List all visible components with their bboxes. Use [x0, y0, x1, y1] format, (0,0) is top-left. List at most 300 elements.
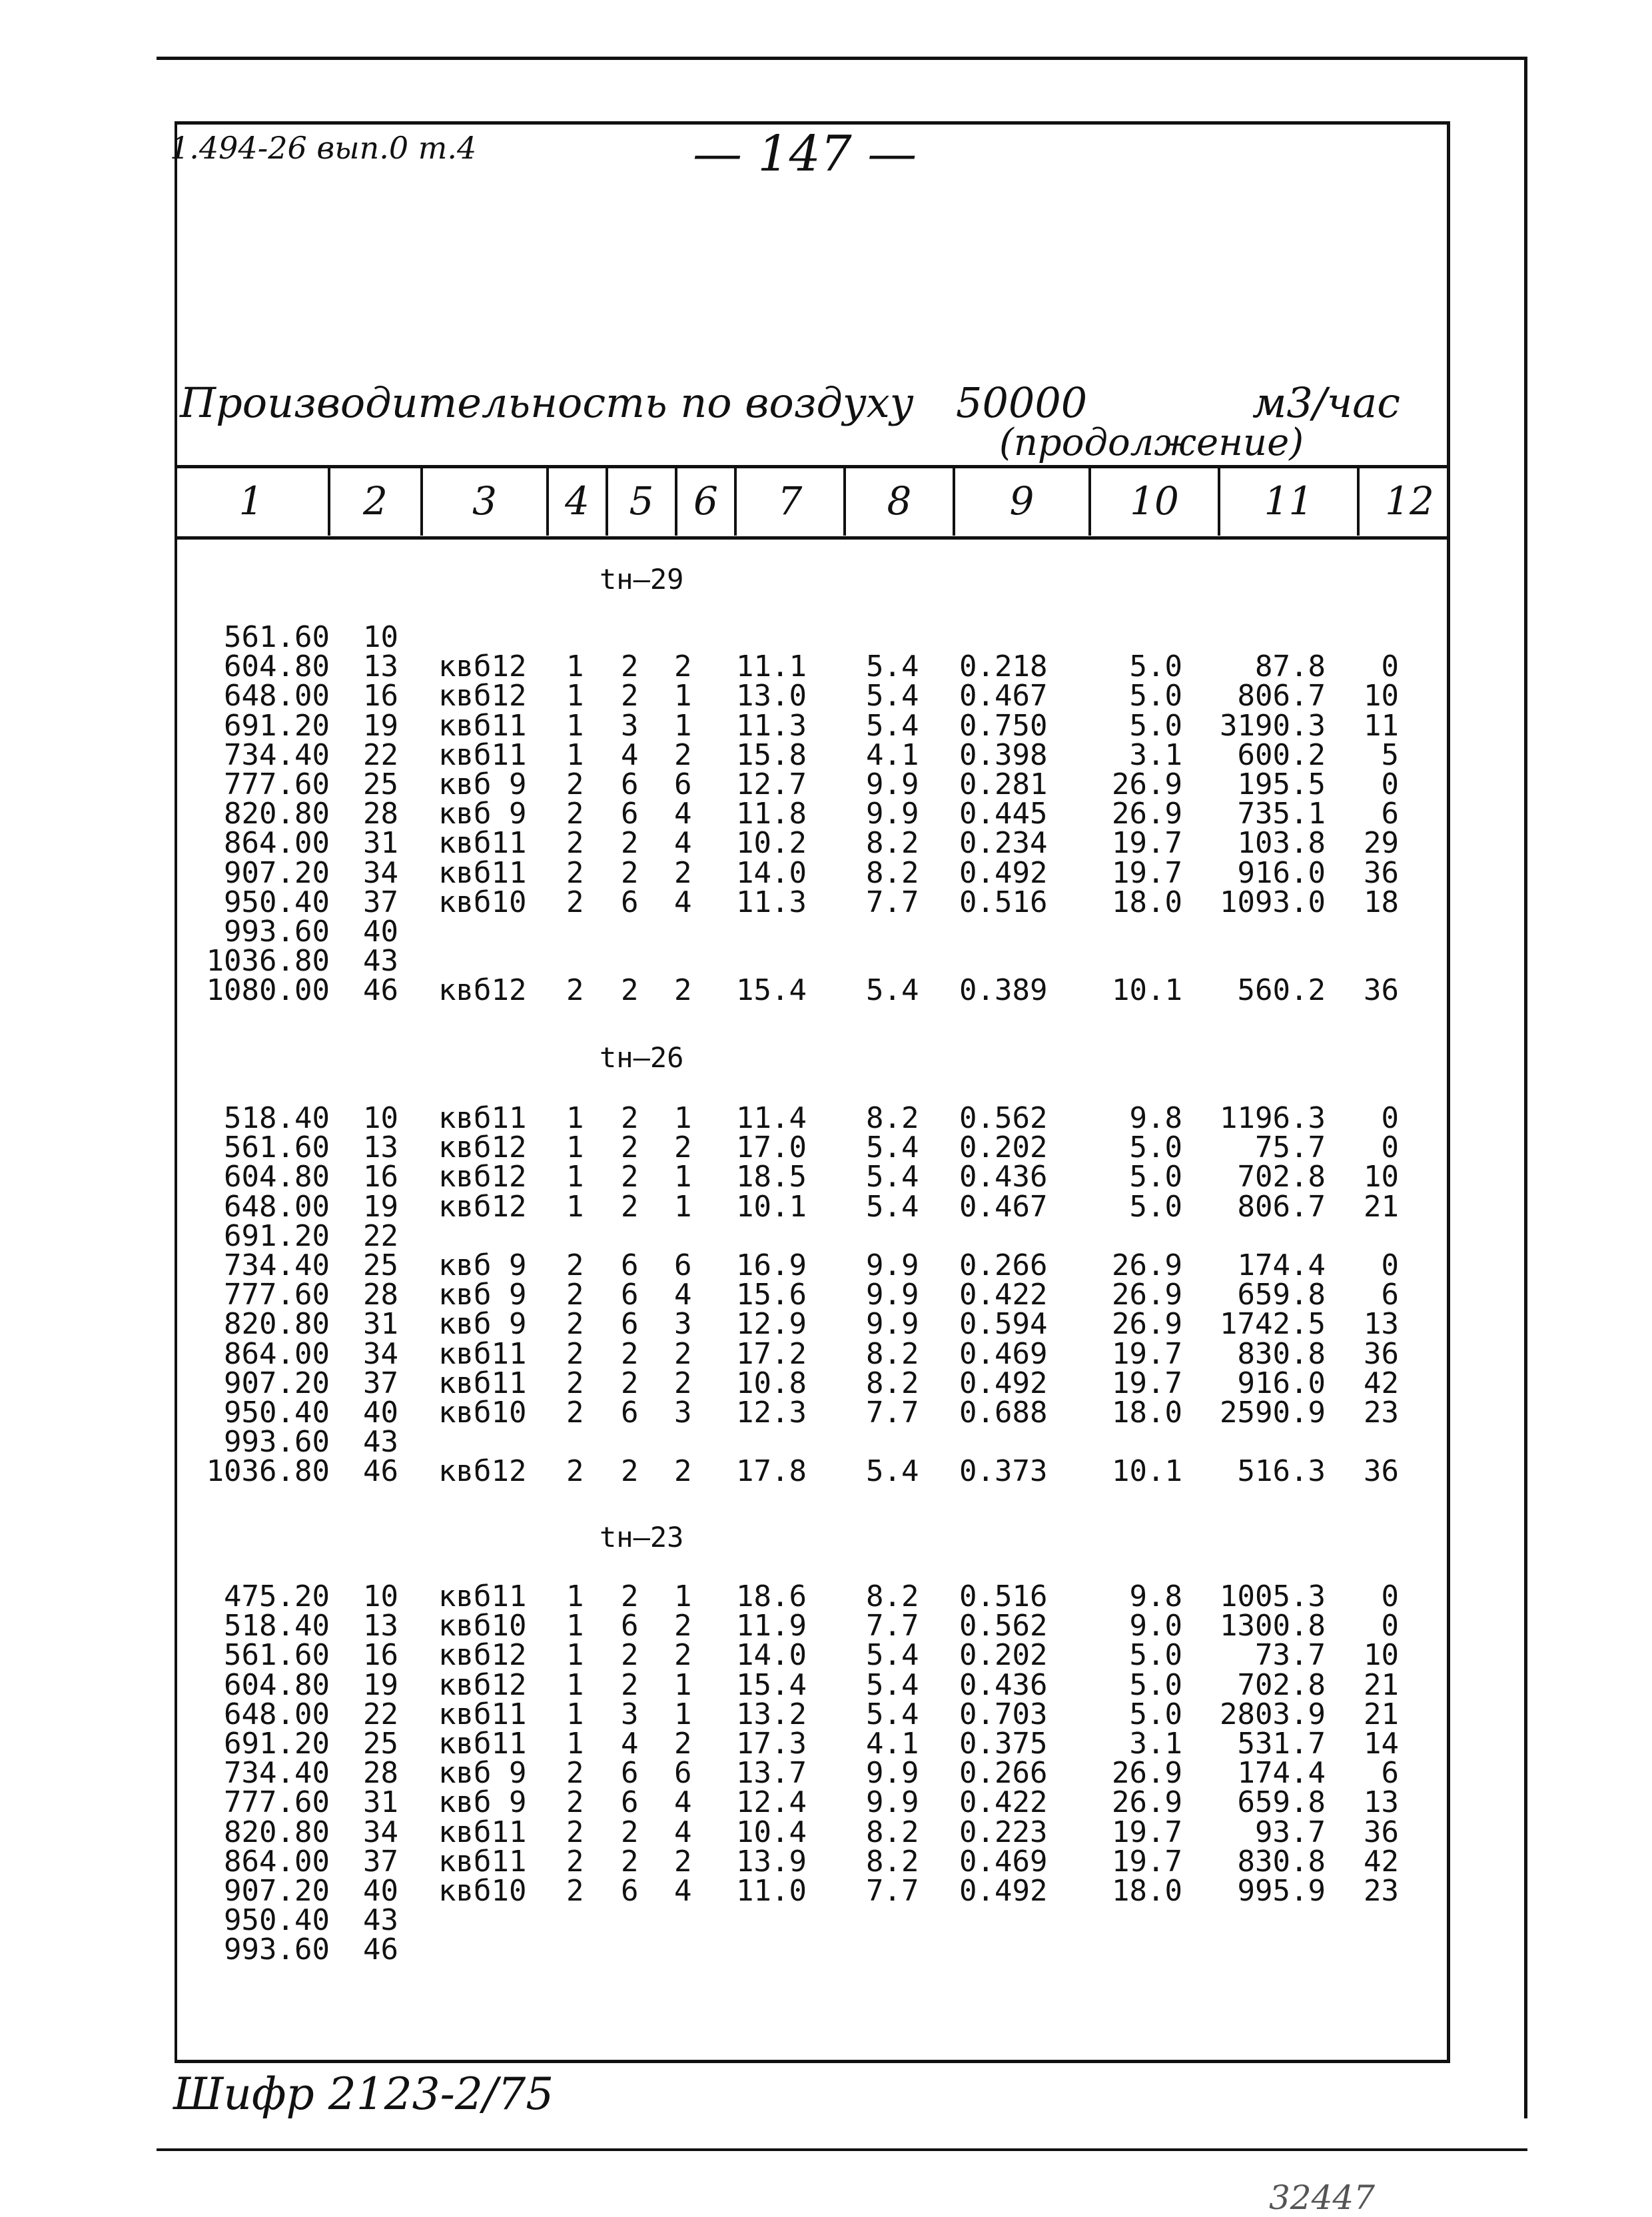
- cell-col-4: 2: [566, 885, 584, 919]
- table-row: [0, 1280, 1652, 1310]
- column-header: 1: [238, 478, 264, 524]
- table-row: [0, 1218, 1652, 1253]
- cell-col-2: 31: [363, 1785, 398, 1820]
- table-row: [0, 1815, 1652, 1849]
- cell-col-5: 2: [621, 650, 639, 684]
- cell-col-10: 19.7: [1112, 1366, 1182, 1400]
- cell-col-12: 0: [1381, 1101, 1399, 1135]
- cell-col-2: 31: [363, 1307, 398, 1342]
- table-row: [0, 1844, 1652, 1879]
- cell-col-6: 2: [674, 1130, 692, 1165]
- cell-col-8: 5.4: [866, 708, 919, 743]
- cell-col-3: квб11: [438, 1101, 527, 1135]
- cell-col-12: 10: [1364, 679, 1399, 713]
- cell-col-12: 18: [1364, 885, 1399, 919]
- cell-col-4: 1: [566, 1609, 584, 1643]
- cell-col-10: 19.7: [1112, 1815, 1182, 1849]
- airflow-value: 50000: [956, 378, 1088, 427]
- cell-col-10: 3.1: [1129, 1727, 1182, 1761]
- cell-col-2: 40: [363, 915, 398, 949]
- cell-col-7: 18.5: [736, 1160, 807, 1194]
- cell-col-2: 46: [363, 1454, 398, 1489]
- column-header: 9: [954, 466, 1090, 536]
- cell-col-11: 702.8: [1237, 1667, 1326, 1702]
- cell-col-3: квб12: [438, 1454, 527, 1489]
- cell-col-4: 2: [566, 973, 584, 1008]
- cell-col-9: 0.445: [959, 797, 1048, 831]
- cell-col-5: 6: [621, 1278, 639, 1312]
- cell-col-6: 1: [674, 1697, 692, 1731]
- cell-col-6: 1: [674, 1160, 692, 1194]
- cell-col-3: квб12: [438, 1130, 527, 1165]
- cell-col-6: 2: [674, 1609, 692, 1643]
- cell-col-10: 5.0: [1129, 1667, 1182, 1702]
- cell-col-2: 37: [363, 1366, 398, 1400]
- column-header: 2: [329, 466, 422, 536]
- cell-col-5: 2: [621, 1815, 639, 1849]
- cell-col-4: 1: [566, 1579, 584, 1613]
- cell-col-6: 2: [674, 1366, 692, 1400]
- cell-col-10: 26.9: [1112, 1756, 1182, 1791]
- cell-col-6: 1: [674, 708, 692, 743]
- cell-col-8: 5.4: [866, 1667, 919, 1702]
- table-row: [0, 1162, 1652, 1192]
- cell-col-8: 5.4: [866, 1160, 919, 1194]
- cell-col-3: квб 9: [438, 1307, 527, 1342]
- cell-col-11: 735.1: [1237, 797, 1326, 831]
- cell-col-2: 16: [363, 1638, 398, 1673]
- cell-col-1: 820.80: [224, 1307, 330, 1342]
- cell-col-4: 1: [566, 708, 584, 743]
- cell-col-8: 7.7: [866, 1874, 919, 1908]
- cell-col-9: 0.389: [959, 973, 1048, 1008]
- cell-col-6: 2: [674, 1454, 692, 1489]
- cell-col-11: 1005.3: [1220, 1579, 1326, 1613]
- cell-col-6: 1: [674, 679, 692, 713]
- table-row: [0, 1189, 1652, 1224]
- cell-col-6: 1: [674, 1189, 692, 1224]
- cell-col-8: 9.9: [866, 1278, 919, 1312]
- cell-col-6: 4: [674, 885, 692, 919]
- cell-col-7: 11.3: [736, 708, 807, 743]
- cell-col-1: 561.60: [224, 1130, 330, 1165]
- table-row: [0, 917, 1652, 947]
- cell-col-5: 2: [621, 1579, 639, 1613]
- cell-col-9: 0.492: [959, 855, 1048, 890]
- table-row: [0, 1667, 1652, 1702]
- cell-col-2: 46: [363, 1933, 398, 1967]
- cell-col-8: 9.9: [866, 1307, 919, 1342]
- cell-col-1: 864.00: [224, 1336, 330, 1371]
- cell-col-8: 7.7: [866, 1609, 919, 1643]
- cell-col-11: 702.8: [1237, 1160, 1326, 1194]
- cell-col-9: 0.467: [959, 679, 1048, 713]
- cell-col-10: 26.9: [1112, 797, 1182, 831]
- cell-col-9: 0.436: [959, 1667, 1048, 1702]
- cell-col-1: 691.20: [224, 708, 330, 743]
- airflow-unit: м3/час: [1252, 378, 1400, 427]
- cell-col-8: 7.7: [866, 885, 919, 919]
- table-row: [0, 681, 1652, 711]
- cell-col-3: квб11: [438, 1727, 527, 1761]
- cell-col-3: квб 9: [438, 767, 527, 801]
- cell-col-6: 6: [674, 767, 692, 801]
- cell-col-5: 6: [621, 1609, 639, 1643]
- cell-col-2: 34: [363, 1815, 398, 1849]
- cell-col-7: 13.7: [736, 1756, 807, 1791]
- cell-col-3: квб 9: [438, 1248, 527, 1282]
- group-title: tн—23: [600, 1521, 684, 1553]
- cell-col-6: 2: [674, 737, 692, 772]
- cell-col-7: 15.4: [736, 1667, 807, 1702]
- table-row: [0, 1366, 1652, 1400]
- cell-col-12: 21: [1364, 1667, 1399, 1702]
- cell-col-10: 19.7: [1112, 855, 1182, 890]
- cell-col-4: 1: [566, 1638, 584, 1673]
- cell-col-9: 0.281: [959, 767, 1048, 801]
- continuation-note: (продолжение): [999, 421, 1304, 464]
- cell-col-12: 6: [1381, 1278, 1399, 1312]
- cell-col-1: 734.40: [224, 1248, 330, 1282]
- cell-col-7: 15.4: [736, 973, 807, 1008]
- cell-col-10: 26.9: [1112, 1278, 1182, 1312]
- cell-col-8: 8.2: [866, 826, 919, 861]
- cell-col-12: 23: [1364, 1396, 1399, 1430]
- table-row: [0, 1130, 1652, 1165]
- cell-col-12: 13: [1364, 1785, 1399, 1820]
- cell-col-11: 1300.8: [1220, 1609, 1326, 1643]
- cell-col-8: 5.4: [866, 1697, 919, 1731]
- cell-col-12: 42: [1364, 1844, 1399, 1879]
- cell-col-9: 0.562: [959, 1609, 1048, 1643]
- cell-col-1: 993.60: [224, 915, 330, 949]
- cell-col-11: 103.8: [1237, 826, 1326, 861]
- cell-col-11: 600.2: [1237, 737, 1326, 772]
- cell-col-1: 993.60: [224, 1425, 330, 1460]
- cell-col-10: 5.0: [1129, 1697, 1182, 1731]
- cell-col-1: 475.20: [224, 1579, 330, 1613]
- cell-col-4: 1: [566, 1697, 584, 1731]
- cell-col-12: 13: [1364, 1307, 1399, 1342]
- cell-col-8: 5.4: [866, 1638, 919, 1673]
- cell-col-9: 0.469: [959, 1336, 1048, 1371]
- cell-col-5: 6: [621, 885, 639, 919]
- cell-col-6: 2: [674, 650, 692, 684]
- cell-col-8: 5.4: [866, 1454, 919, 1489]
- cell-col-4: 1: [566, 679, 584, 713]
- cell-col-6: 2: [674, 1336, 692, 1371]
- cell-col-11: 1093.0: [1220, 885, 1326, 919]
- table-row: [0, 1248, 1652, 1282]
- cell-col-6: 2: [674, 1727, 692, 1761]
- header-bottom-rule: [175, 536, 1450, 540]
- cell-col-11: 1196.3: [1220, 1101, 1326, 1135]
- cell-col-1: 734.40: [224, 1756, 330, 1791]
- cell-col-9: 0.218: [959, 650, 1048, 684]
- column-header: 3: [422, 466, 548, 536]
- table-row: [0, 799, 1652, 829]
- cell-col-12: 0: [1381, 1248, 1399, 1282]
- cell-col-12: 29: [1364, 826, 1399, 861]
- cell-col-1: 648.00: [224, 1189, 330, 1224]
- cell-col-9: 0.234: [959, 826, 1048, 861]
- cell-col-9: 0.688: [959, 1396, 1048, 1430]
- cell-col-11: 995.9: [1237, 1874, 1326, 1908]
- cell-col-10: 5.0: [1129, 650, 1182, 684]
- cell-col-7: 17.3: [736, 1727, 807, 1761]
- cell-col-7: 11.4: [736, 1101, 807, 1135]
- cell-col-4: 1: [566, 737, 584, 772]
- column-header: 8: [845, 466, 954, 536]
- cell-col-5: 4: [621, 737, 639, 772]
- cell-col-11: 93.7: [1255, 1815, 1326, 1849]
- table-row: [0, 944, 1652, 979]
- cell-col-7: 18.6: [736, 1579, 807, 1613]
- cell-col-5: 2: [621, 973, 639, 1008]
- cell-col-8: 5.4: [866, 973, 919, 1008]
- cell-col-7: 15.8: [736, 737, 807, 772]
- cell-col-4: 1: [566, 650, 584, 684]
- archive-stamp: 32447: [1269, 2178, 1376, 2217]
- cell-col-4: 2: [566, 1844, 584, 1879]
- cell-col-8: 9.9: [866, 797, 919, 831]
- cell-col-7: 12.7: [736, 767, 807, 801]
- cell-col-5: 6: [621, 1756, 639, 1791]
- cell-col-1: 1080.00: [206, 973, 330, 1008]
- cell-col-9: 0.422: [959, 1785, 1048, 1820]
- cell-col-9: 0.202: [959, 1130, 1048, 1165]
- cell-col-2: 40: [363, 1874, 398, 1908]
- cell-col-8: 5.4: [866, 1130, 919, 1165]
- cell-col-11: 195.5: [1237, 767, 1326, 801]
- cell-col-2: 25: [363, 1248, 398, 1282]
- cell-col-5: 2: [621, 1844, 639, 1879]
- table-row: [0, 1697, 1652, 1731]
- column-header: 5: [607, 466, 676, 536]
- cell-col-3: квб10: [438, 885, 527, 919]
- cell-col-10: 19.7: [1112, 826, 1182, 861]
- cell-col-8: 5.4: [866, 1189, 919, 1224]
- cell-col-12: 11: [1364, 708, 1399, 743]
- table-row: [0, 1785, 1652, 1820]
- document-reference: 1.494-26 вып.0 т.4: [170, 130, 477, 166]
- cell-col-8: 4.1: [866, 737, 919, 772]
- cell-col-3: квб11: [438, 1336, 527, 1371]
- cell-col-1: 648.00: [224, 1697, 330, 1731]
- cell-col-11: 174.4: [1237, 1756, 1326, 1791]
- cell-col-2: 25: [363, 1727, 398, 1761]
- cell-col-5: 2: [621, 1454, 639, 1489]
- cell-col-5: 2: [621, 679, 639, 713]
- table-row: [0, 973, 1652, 1008]
- cell-col-1: 950.40: [224, 1903, 330, 1938]
- cell-col-11: 87.8: [1255, 650, 1326, 684]
- cell-col-8: 8.2: [866, 1101, 919, 1135]
- cell-col-11: 75.7: [1255, 1130, 1326, 1165]
- cell-col-7: 10.8: [736, 1366, 807, 1400]
- cell-col-3: квб11: [438, 1815, 527, 1849]
- cell-col-9: 0.492: [959, 1874, 1048, 1908]
- table-row: [0, 1425, 1652, 1460]
- table-title: Производительность по воздуху: [180, 378, 914, 427]
- cell-col-8: 8.2: [866, 1336, 919, 1371]
- cell-col-10: 10.1: [1112, 973, 1182, 1008]
- cell-col-3: квб 9: [438, 1756, 527, 1791]
- cell-col-1: 950.40: [224, 885, 330, 919]
- cell-col-7: 11.3: [736, 885, 807, 919]
- cell-col-1: 950.40: [224, 1396, 330, 1430]
- cell-col-4: 2: [566, 1396, 584, 1430]
- cell-col-8: 8.2: [866, 1366, 919, 1400]
- cell-col-1: 691.20: [224, 1218, 330, 1253]
- cell-col-3: квб10: [438, 1609, 527, 1643]
- cell-col-4: 2: [566, 1454, 584, 1489]
- table-row: [0, 1101, 1652, 1135]
- cell-col-5: 2: [621, 855, 639, 890]
- cell-col-9: 0.703: [959, 1697, 1048, 1731]
- cell-col-7: 13.0: [736, 679, 807, 713]
- cell-col-6: 4: [674, 797, 692, 831]
- column-header: 7: [735, 466, 845, 536]
- cell-col-8: 9.9: [866, 1248, 919, 1282]
- cell-col-2: 43: [363, 1903, 398, 1938]
- cell-col-2: 16: [363, 1160, 398, 1194]
- cell-col-7: 17.8: [736, 1454, 807, 1489]
- cell-col-2: 22: [363, 1218, 398, 1253]
- cell-col-5: 2: [621, 1366, 639, 1400]
- table-row: [0, 620, 1652, 654]
- cell-col-7: 11.1: [736, 650, 807, 684]
- cell-col-9: 0.266: [959, 1248, 1048, 1282]
- cell-col-3: квб11: [438, 737, 527, 772]
- cell-col-11: 830.8: [1237, 1336, 1326, 1371]
- cell-col-6: 6: [674, 1248, 692, 1282]
- cell-col-12: 0: [1381, 1579, 1399, 1613]
- cell-col-11: 659.8: [1237, 1785, 1326, 1820]
- cell-col-5: 4: [621, 1727, 639, 1761]
- cell-col-9: 0.373: [959, 1454, 1048, 1489]
- cell-col-1: 777.60: [224, 1785, 330, 1820]
- table-row: [0, 1903, 1652, 1938]
- cell-col-11: 2590.9: [1220, 1396, 1326, 1430]
- cell-col-2: 37: [363, 1844, 398, 1879]
- table-row: [0, 1756, 1652, 1791]
- cell-col-4: 2: [566, 1815, 584, 1849]
- cell-col-9: 0.422: [959, 1278, 1048, 1312]
- cell-col-8: 5.4: [866, 679, 919, 713]
- cell-col-9: 0.469: [959, 1844, 1048, 1879]
- table-row: [0, 885, 1652, 919]
- cell-col-2: 16: [363, 679, 398, 713]
- cell-col-2: 19: [363, 708, 398, 743]
- cell-col-2: 22: [363, 737, 398, 772]
- cell-col-9: 0.750: [959, 708, 1048, 743]
- cell-col-4: 1: [566, 1101, 584, 1135]
- cell-col-8: 8.2: [866, 1579, 919, 1613]
- column-header: 6: [676, 466, 735, 536]
- cell-col-4: 2: [566, 1307, 584, 1342]
- cell-col-11: 659.8: [1237, 1278, 1326, 1312]
- cell-col-6: 3: [674, 1396, 692, 1430]
- table-row: [0, 708, 1652, 743]
- cell-col-10: 18.0: [1112, 885, 1182, 919]
- cell-col-7: 10.4: [736, 1815, 807, 1849]
- cell-col-4: 2: [566, 1366, 584, 1400]
- cell-col-2: 37: [363, 885, 398, 919]
- cell-col-1: 993.60: [224, 1933, 330, 1967]
- cell-col-4: 2: [566, 797, 584, 831]
- cell-col-10: 9.0: [1129, 1609, 1182, 1643]
- cell-col-11: 806.7: [1237, 679, 1326, 713]
- cell-col-2: 22: [363, 1697, 398, 1731]
- cell-col-12: 6: [1381, 1756, 1399, 1791]
- cell-col-10: 5.0: [1129, 1160, 1182, 1194]
- table-row: [0, 767, 1652, 801]
- cell-col-9: 0.562: [959, 1101, 1048, 1135]
- cell-col-3: квб10: [438, 1396, 527, 1430]
- cell-col-1: 777.60: [224, 767, 330, 801]
- cell-col-12: 10: [1364, 1638, 1399, 1673]
- cell-col-3: квб12: [438, 973, 527, 1008]
- cell-col-7: 14.0: [736, 1638, 807, 1673]
- cell-col-10: 3.1: [1129, 737, 1182, 772]
- cell-col-6: 1: [674, 1579, 692, 1613]
- cell-col-7: 11.0: [736, 1874, 807, 1908]
- cell-col-4: 2: [566, 1756, 584, 1791]
- cell-col-2: 28: [363, 1278, 398, 1312]
- cell-col-7: 13.2: [736, 1697, 807, 1731]
- cell-col-1: 907.20: [224, 1366, 330, 1400]
- frame-top: [175, 121, 1450, 125]
- cell-col-1: 561.60: [224, 620, 330, 654]
- cell-col-7: 14.0: [736, 855, 807, 890]
- cell-col-12: 10: [1364, 1160, 1399, 1194]
- cell-col-5: 6: [621, 797, 639, 831]
- cell-col-12: 5: [1381, 737, 1399, 772]
- cell-col-1: 691.20: [224, 1727, 330, 1761]
- cell-col-1: 648.00: [224, 679, 330, 713]
- cell-col-6: 2: [674, 1638, 692, 1673]
- cell-col-11: 531.7: [1237, 1727, 1326, 1761]
- cell-col-10: 5.0: [1129, 1189, 1182, 1224]
- cell-col-5: 6: [621, 767, 639, 801]
- cell-col-7: 10.2: [736, 826, 807, 861]
- cell-col-11: 560.2: [1237, 973, 1326, 1008]
- cell-col-2: 28: [363, 797, 398, 831]
- cell-col-12: 42: [1364, 1366, 1399, 1400]
- cell-col-2: 25: [363, 767, 398, 801]
- cell-col-8: 9.9: [866, 1785, 919, 1820]
- cell-col-11: 2803.9: [1220, 1697, 1326, 1731]
- column-header: 12: [1358, 466, 1459, 536]
- cell-col-12: 36: [1364, 1336, 1399, 1371]
- cipher-note: Шифр 2123-2/75: [173, 2068, 554, 2120]
- table-row: [0, 1729, 1652, 1759]
- cell-col-4: 1: [566, 1727, 584, 1761]
- cell-col-9: 0.516: [959, 885, 1048, 919]
- frame-bottom: [175, 2060, 1450, 2063]
- cell-col-12: 21: [1364, 1189, 1399, 1224]
- cell-col-1: 1036.80: [206, 944, 330, 979]
- cell-col-3: квб12: [438, 1667, 527, 1702]
- cell-col-3: квб12: [438, 679, 527, 713]
- cell-col-1: 864.00: [224, 1844, 330, 1879]
- table-row: [0, 1638, 1652, 1673]
- cell-col-1: 777.60: [224, 1278, 330, 1312]
- cell-col-11: 1742.5: [1220, 1307, 1326, 1342]
- cell-col-5: 2: [621, 1160, 639, 1194]
- cell-col-10: 9.8: [1129, 1579, 1182, 1613]
